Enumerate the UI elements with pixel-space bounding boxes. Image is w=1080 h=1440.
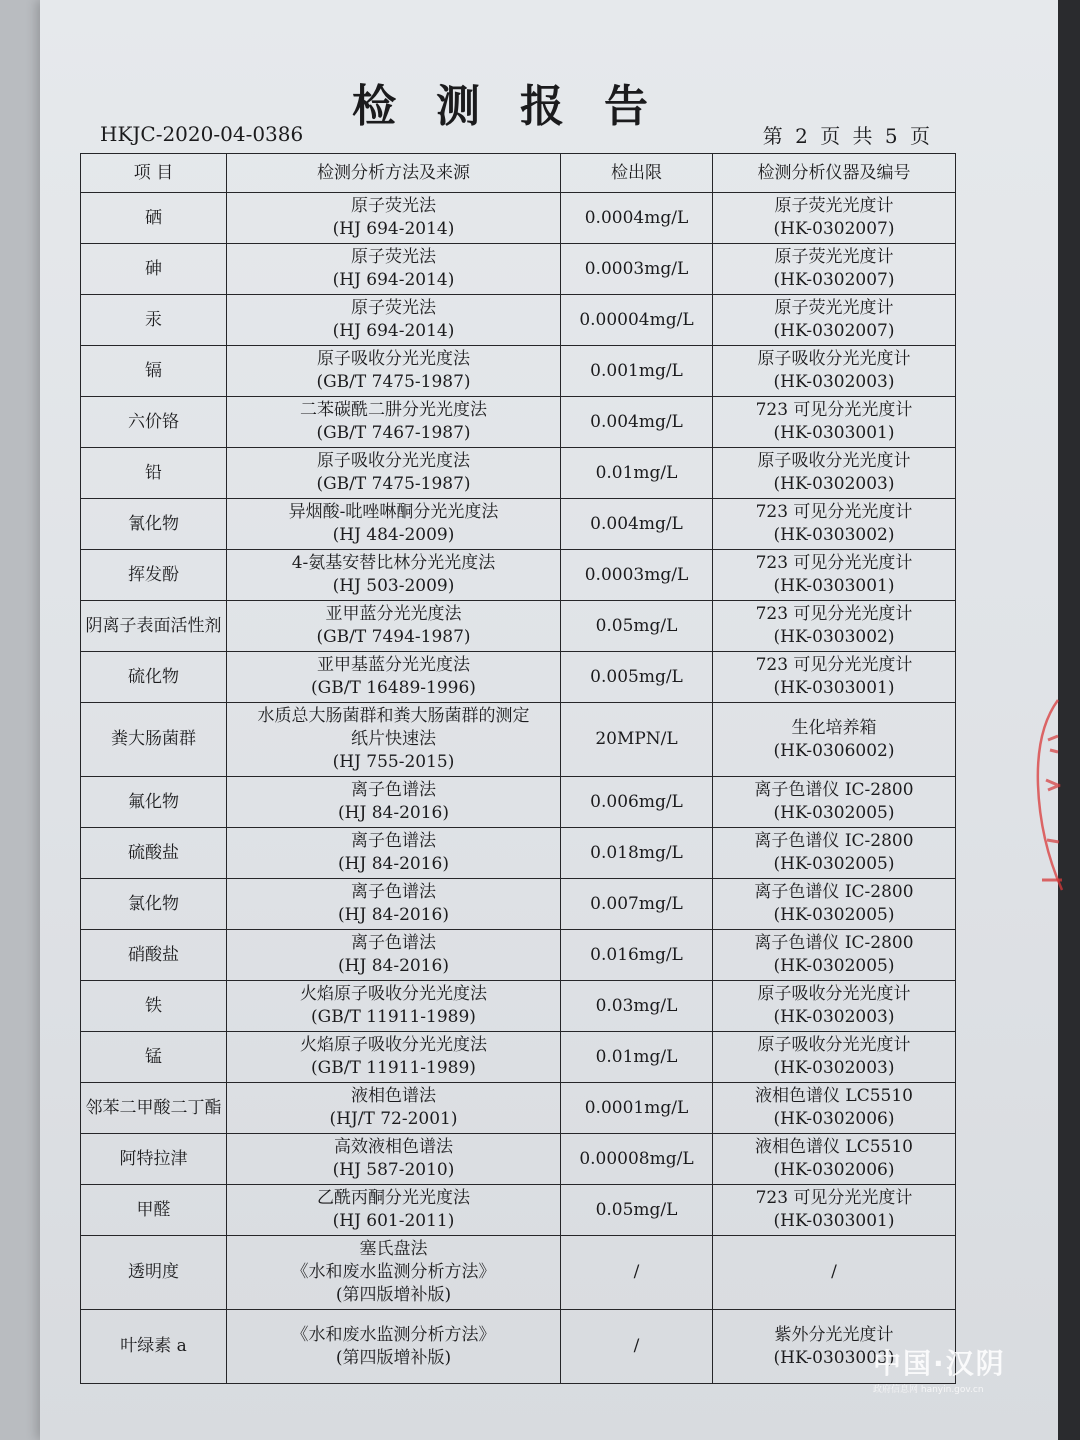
cell-item-line: 粪大肠菌群 — [111, 729, 196, 749]
cell-method — [227, 1310, 561, 1384]
table-body — [81, 193, 956, 1384]
cell-instrument-line: (HK-0302003) — [773, 1058, 895, 1078]
table-row — [81, 244, 956, 295]
header-method: 检测分析方法及来源 — [227, 154, 561, 193]
cell-instrument-line: (HK-0302006) — [773, 1160, 895, 1180]
cell-method-line: (GB/T 7467-1987) — [316, 423, 471, 443]
cell-instrument — [713, 295, 956, 346]
cell-limit-line: 0.006mg/L — [590, 791, 683, 812]
table-row — [81, 448, 956, 499]
cell-item-line: 镉 — [145, 360, 162, 381]
cell-method-line: (HJ 694-2014) — [332, 219, 455, 239]
cell-instrument-line: (HK-0303001) — [773, 1211, 895, 1231]
cell-method-line: (HJ/T 72-2001) — [329, 1109, 458, 1129]
cell-instrument-line: (HK-0303001) — [773, 423, 895, 443]
cell-method — [227, 930, 561, 981]
cell-instrument-line: 离子色谱仪 IC-2800 — [754, 780, 914, 800]
cell-method — [227, 550, 561, 601]
cell-instrument-line: 液相色谱仪 LC5510 — [755, 1086, 913, 1106]
cell-limit — [561, 1134, 713, 1185]
cell-item — [81, 1083, 227, 1134]
cell-instrument — [713, 1236, 956, 1310]
cell-limit-line: 0.03mg/L — [595, 995, 678, 1016]
cell-instrument-line: (HK-0303001) — [773, 678, 895, 698]
cell-instrument-line: 723 可见分光光度计 — [755, 502, 913, 522]
cell-method — [227, 193, 561, 244]
cell-instrument — [713, 1083, 956, 1134]
cell-item-line: 铅 — [145, 462, 162, 483]
cell-method-line: (GB/T 16489-1996) — [311, 678, 476, 698]
cell-item — [81, 777, 227, 828]
cell-item — [81, 703, 227, 777]
cell-method-line: (GB/T 7494-1987) — [316, 627, 471, 647]
cell-item-line: 氯化物 — [128, 893, 179, 914]
cell-instrument-line: (HK-0302005) — [773, 854, 895, 874]
table-row — [81, 930, 956, 981]
header-instrument: 检测分析仪器及编号 — [713, 154, 956, 193]
cell-method-line: (GB/T 11911-1989) — [311, 1007, 476, 1027]
cell-method-line: 原子荧光法 — [351, 298, 436, 318]
cell-item — [81, 879, 227, 930]
cell-item — [81, 652, 227, 703]
cell-limit-line: 0.001mg/L — [590, 360, 683, 381]
cell-item — [81, 550, 227, 601]
table-row — [81, 1310, 956, 1384]
cell-instrument — [713, 550, 956, 601]
cell-limit — [561, 499, 713, 550]
cell-method — [227, 499, 561, 550]
cell-item-line: 叶绿素 a — [120, 1336, 187, 1356]
cell-method-line: (GB/T 7475-1987) — [316, 372, 471, 392]
table-row — [81, 295, 956, 346]
cell-method-line: 乙酰丙酮分光光度法 — [317, 1188, 470, 1208]
method-table — [80, 153, 956, 1384]
cell-item — [81, 1134, 227, 1185]
cell-limit-line: / — [633, 1336, 640, 1356]
table-row — [81, 981, 956, 1032]
cell-item-line: 六价铬 — [128, 411, 179, 432]
cell-limit-line: 0.016mg/L — [590, 944, 683, 965]
cell-limit — [561, 397, 713, 448]
cell-method-line: 水质总大肠菌群和粪大肠菌群的测定 — [257, 706, 530, 726]
cell-method-line: (HJ 84-2016) — [338, 956, 449, 976]
cell-item — [81, 193, 227, 244]
cell-limit — [561, 879, 713, 930]
cell-limit-line: 0.005mg/L — [590, 666, 683, 687]
cell-method — [227, 1236, 561, 1310]
cell-limit — [561, 193, 713, 244]
table-row — [81, 1236, 956, 1310]
cell-method-line: (HJ 601-2011) — [332, 1211, 455, 1231]
report-number: HKJC-2020-04-0386 — [100, 122, 304, 146]
table-row — [81, 601, 956, 652]
cell-limit-line: 0.01mg/L — [595, 462, 678, 483]
cell-method — [227, 244, 561, 295]
cell-item — [81, 601, 227, 652]
cell-instrument-line: (HK-0302003) — [773, 1007, 895, 1027]
cell-instrument-line: 紫外分光光度计 — [774, 1324, 894, 1345]
cell-method-line: 亚甲基蓝分光光度法 — [317, 655, 470, 675]
cell-limit — [561, 1310, 713, 1384]
table-row — [81, 1083, 956, 1134]
cell-instrument — [713, 981, 956, 1032]
cell-limit-line: / — [633, 1262, 640, 1282]
cell-instrument-line: 原子荧光光度计 — [774, 247, 894, 267]
cell-instrument-line: (HK-0302007) — [773, 321, 895, 341]
cell-instrument-line: 原子吸收分光光度计 — [757, 451, 911, 471]
cell-instrument-line: / — [831, 1262, 837, 1282]
cell-method — [227, 1185, 561, 1236]
cell-instrument — [713, 703, 956, 777]
cell-limit-line: 0.0004mg/L — [584, 207, 689, 228]
cell-limit-line: 0.00004mg/L — [579, 309, 694, 330]
cell-limit-line: 20MPN/L — [595, 729, 678, 749]
cell-method — [227, 397, 561, 448]
cell-instrument — [713, 828, 956, 879]
cell-method-line: 离子色谱法 — [351, 882, 436, 902]
cell-instrument-line: 723 可见分光光度计 — [755, 1188, 913, 1208]
cell-method-line: 纸片快速法 — [351, 729, 436, 749]
cell-limit-line: 0.0003mg/L — [584, 564, 689, 585]
cell-item-line: 阴离子表面活性剂 — [85, 615, 222, 636]
cell-instrument-line: 液相色谱仪 LC5510 — [755, 1137, 913, 1157]
cell-limit — [561, 448, 713, 499]
cell-method-line: (HJ 84-2016) — [338, 905, 449, 925]
cell-method-line: (HJ 503-2009) — [332, 576, 455, 596]
cell-item-line: 硒 — [145, 207, 162, 228]
cell-instrument-line: (HK-0302005) — [773, 956, 895, 976]
cell-item — [81, 346, 227, 397]
cell-instrument-line: 723 可见分光光度计 — [755, 604, 913, 624]
cell-limit — [561, 981, 713, 1032]
cell-instrument-line: (HK-0303002) — [773, 525, 895, 545]
cell-instrument-line: 723 可见分光光度计 — [755, 400, 913, 420]
cell-instrument — [713, 1032, 956, 1083]
cell-item-line: 邻苯二甲酸二丁酯 — [85, 1097, 222, 1118]
cell-method — [227, 1134, 561, 1185]
cell-limit-line: 0.004mg/L — [590, 513, 683, 534]
cell-item-line: 砷 — [145, 258, 162, 279]
table-row — [81, 828, 956, 879]
page-indicator: 第 2 页 共 5 页 — [762, 124, 930, 148]
cell-method-line: (HJ 484-2009) — [332, 525, 455, 545]
cell-instrument-line: 723 可见分光光度计 — [755, 553, 913, 573]
cell-method-line: (GB/T 11911-1989) — [311, 1058, 476, 1078]
cell-limit — [561, 777, 713, 828]
cell-method — [227, 448, 561, 499]
cell-limit — [561, 244, 713, 295]
cell-item-line: 挥发酚 — [128, 564, 179, 585]
cell-instrument-line: (HK-0302007) — [773, 270, 895, 290]
cell-method — [227, 295, 561, 346]
cell-limit-line: 0.018mg/L — [590, 842, 683, 863]
cell-item — [81, 499, 227, 550]
cell-limit — [561, 1236, 713, 1310]
cell-instrument — [713, 346, 956, 397]
cell-method-line: 离子色谱法 — [351, 933, 436, 953]
cell-item-line: 氰化物 — [128, 513, 179, 534]
cell-item — [81, 930, 227, 981]
cell-limit-line: 0.01mg/L — [595, 1046, 678, 1067]
cell-instrument-line: 原子吸收分光光度计 — [757, 984, 911, 1004]
cell-method-line: (HJ 84-2016) — [338, 803, 449, 823]
table-row — [81, 1185, 956, 1236]
cell-method — [227, 828, 561, 879]
header-item: 项 目 — [81, 154, 227, 193]
cell-item — [81, 1032, 227, 1083]
cell-instrument-line: (HK-0303003) — [773, 1347, 895, 1368]
cell-item-line: 铁 — [145, 995, 162, 1016]
cell-method — [227, 879, 561, 930]
cell-item — [81, 1236, 227, 1310]
cell-method-line: 《水和废水监测分析方法》 — [291, 1324, 496, 1345]
cell-limit — [561, 1032, 713, 1083]
cell-item — [81, 244, 227, 295]
header-limit: 检出限 — [561, 154, 713, 193]
cell-instrument-line: (HK-0303002) — [773, 627, 895, 647]
table-row — [81, 346, 956, 397]
table-row — [81, 1032, 956, 1083]
cell-method-line: (第四版增补版) — [335, 1285, 452, 1305]
cell-item — [81, 397, 227, 448]
cell-instrument-line: 原子荧光光度计 — [774, 298, 894, 318]
cell-item-line: 甲醛 — [136, 1199, 171, 1220]
cell-method-line: 4-氨基安替比林分光光度法 — [291, 553, 496, 573]
cell-method-line: 原子荧光法 — [351, 247, 436, 267]
cell-method-line: 《水和废水监测分析方法》 — [291, 1262, 496, 1282]
cell-instrument — [713, 193, 956, 244]
cell-item-line: 硫酸盐 — [128, 842, 179, 863]
cell-limit — [561, 828, 713, 879]
cell-limit — [561, 703, 713, 777]
cell-method-line: 原子荧光法 — [351, 196, 436, 216]
cell-method — [227, 1032, 561, 1083]
cell-method-line: 亚甲蓝分光光度法 — [325, 604, 462, 624]
cell-method-line: (HJ 84-2016) — [338, 854, 449, 874]
cell-method-line: 液相色谱法 — [351, 1086, 436, 1106]
cell-instrument-line: (HK-0302003) — [773, 372, 895, 392]
cell-instrument — [713, 1185, 956, 1236]
cell-instrument-line: 原子吸收分光光度计 — [757, 349, 911, 369]
cell-instrument-line: (HK-0306002) — [773, 740, 895, 761]
cell-limit-line: 0.007mg/L — [590, 893, 683, 914]
cell-method — [227, 777, 561, 828]
table-header-row — [81, 154, 956, 193]
cell-limit — [561, 652, 713, 703]
cell-item-line: 硫化物 — [128, 666, 179, 687]
cell-instrument-line: (HK-0302007) — [773, 219, 895, 239]
cell-limit — [561, 295, 713, 346]
cell-limit-line: 0.05mg/L — [595, 1199, 678, 1220]
cell-method-line: 原子吸收分光光度法 — [317, 451, 470, 471]
cell-item — [81, 448, 227, 499]
cell-limit — [561, 346, 713, 397]
cell-instrument-line: (HK-0302005) — [773, 905, 895, 925]
cell-instrument — [713, 499, 956, 550]
cell-instrument — [713, 601, 956, 652]
table-row — [81, 703, 956, 777]
cell-instrument-line: (HK-0302006) — [773, 1109, 895, 1129]
table-row — [81, 1134, 956, 1185]
report-title: 检测报告 — [352, 81, 688, 132]
table-row — [81, 397, 956, 448]
cell-instrument — [713, 652, 956, 703]
cell-instrument — [713, 879, 956, 930]
cell-method-line: (第四版增补版) — [335, 1347, 452, 1368]
cell-item-line: 汞 — [145, 309, 162, 330]
cell-item — [81, 1310, 227, 1384]
cell-limit-line: 0.00008mg/L — [579, 1148, 694, 1169]
cell-limit — [561, 930, 713, 981]
cell-method-line: 二苯碳酰二肼分光光度法 — [300, 400, 487, 420]
cell-instrument — [713, 930, 956, 981]
cell-item-line: 透明度 — [128, 1262, 179, 1282]
watermark-main: 中国·汉阴 — [873, 1347, 1006, 1380]
cell-item — [81, 295, 227, 346]
cell-instrument — [713, 448, 956, 499]
cell-instrument-line: (HK-0303001) — [773, 576, 895, 596]
cell-limit-line: 0.0001mg/L — [584, 1097, 689, 1118]
cell-method-line: 原子吸收分光光度法 — [317, 349, 470, 369]
table-row — [81, 777, 956, 828]
cell-method — [227, 652, 561, 703]
cell-method-line: 离子色谱法 — [351, 780, 436, 800]
cell-instrument-line: 离子色谱仪 IC-2800 — [754, 933, 914, 953]
cell-item-line: 锰 — [145, 1046, 162, 1067]
cell-instrument — [713, 1134, 956, 1185]
cell-method — [227, 1083, 561, 1134]
cell-instrument-line: 723 可见分光光度计 — [755, 655, 913, 675]
cell-method-line: 高效液相色谱法 — [334, 1137, 453, 1157]
cell-method-line: 火焰原子吸收分光光度法 — [300, 1035, 487, 1055]
cell-limit — [561, 550, 713, 601]
cell-item-line: 阿特拉津 — [119, 1148, 188, 1169]
cell-method-line: 塞氏盘法 — [359, 1239, 428, 1259]
cell-method-line: 火焰原子吸收分光光度法 — [300, 984, 487, 1004]
watermark-sub: 政府信息网 hanyin.gov.cn — [873, 1385, 984, 1395]
cell-instrument-line: 原子荧光光度计 — [774, 196, 894, 216]
cell-instrument-line: 原子吸收分光光度计 — [757, 1035, 911, 1055]
table-row — [81, 879, 956, 930]
site-watermark — [873, 1342, 1048, 1402]
cell-instrument-line: 离子色谱仪 IC-2800 — [754, 882, 914, 902]
cell-method — [227, 346, 561, 397]
cell-instrument-line: 离子色谱仪 IC-2800 — [754, 831, 914, 851]
cell-method-line: (HJ 694-2014) — [332, 321, 455, 341]
cell-limit — [561, 1083, 713, 1134]
cell-limit-line: 0.05mg/L — [595, 615, 678, 636]
cell-item — [81, 828, 227, 879]
red-seal-stamp — [1028, 690, 1068, 900]
cell-method-line: 异烟酸-吡唑啉酮分光光度法 — [288, 502, 499, 522]
cell-limit — [561, 601, 713, 652]
cell-limit-line: 0.004mg/L — [590, 411, 683, 432]
cell-instrument — [713, 397, 956, 448]
cell-method-line: (HJ 587-2010) — [332, 1160, 455, 1180]
cell-instrument-line: 生化培养箱 — [791, 717, 877, 738]
cell-method — [227, 981, 561, 1032]
cell-method-line: 离子色谱法 — [351, 831, 436, 851]
cell-instrument-line: (HK-0302003) — [773, 474, 895, 494]
cell-method-line: (HJ 694-2014) — [332, 270, 455, 290]
cell-item-line: 氟化物 — [128, 791, 179, 812]
cell-limit — [561, 1185, 713, 1236]
cell-instrument — [713, 244, 956, 295]
table-row — [81, 550, 956, 601]
table-row — [81, 499, 956, 550]
cell-instrument-line: (HK-0302005) — [773, 803, 895, 823]
cell-method — [227, 703, 561, 777]
cell-item — [81, 1185, 227, 1236]
cell-limit-line: 0.0003mg/L — [584, 258, 689, 279]
cell-instrument — [713, 777, 956, 828]
cell-method-line: (GB/T 7475-1987) — [316, 474, 471, 494]
table-row — [81, 652, 956, 703]
cell-item — [81, 981, 227, 1032]
cell-item-line: 硝酸盐 — [128, 944, 179, 965]
cell-method — [227, 601, 561, 652]
cell-method-line: (HJ 755-2015) — [332, 752, 455, 772]
table-row — [81, 193, 956, 244]
